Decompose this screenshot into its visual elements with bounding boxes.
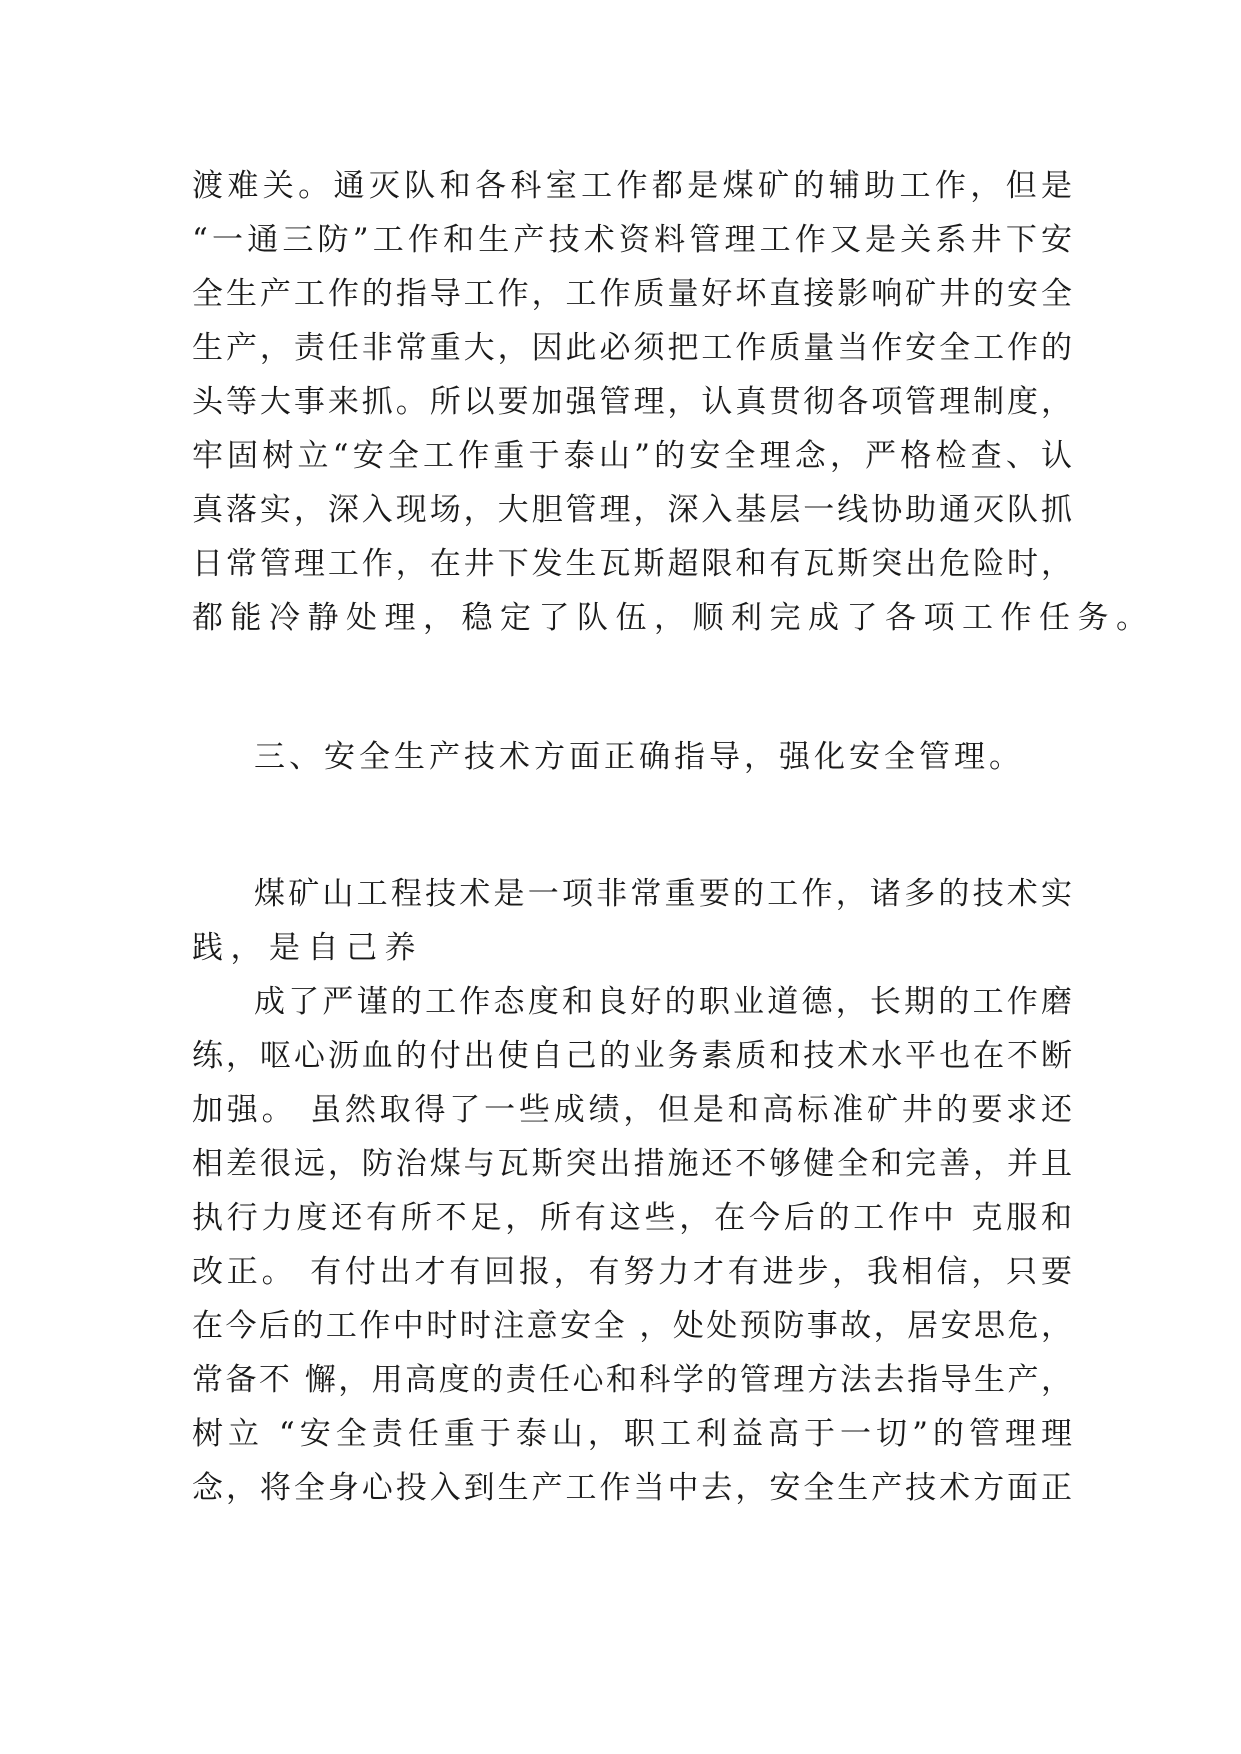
paragraph-1-line-5: 头等大事来抓。所以要加强管理，认真贯彻各项管理制度， [192,384,1072,420]
paragraph-3-line-10: 念，将全身心投入到生产工作当中去，安全生产技术方面正 [192,1470,1072,1506]
paragraph-3-line-7: 在今后的工作中时时注意安全 ，处处预防事故，居安思危， [192,1308,1072,1344]
paragraph-3-line-4: 相差很远，防治煤与瓦斯突出措施还不够健全和完善，并且 [192,1146,1072,1182]
paragraph-2-line-1: 煤矿山工程技术是一项非常重要的工作，诸多的技术实 [254,876,1072,912]
paragraph-3-line-6: 改正。 有付出才有回报，有努力才有进步，我相信，只要 [192,1254,1072,1290]
paragraph-1-line-1: 渡难关。通灭队和各科室工作都是煤矿的辅助工作，但是 [192,168,1072,204]
paragraph-3-line-5: 执行力度还有所不足，所有这些，在今后的工作中 克服和 [192,1200,1072,1236]
paragraph-1-line-4: 生产，责任非常重大，因此必须把工作质量当作安全工作的 [192,330,1072,366]
paragraph-1-line-6: 牢固树立“安全工作重于泰山”的安全理念，严格检查、认 [192,438,1072,474]
paragraph-3-line-3: 加强。 虽然取得了一些成绩，但是和高标准矿井的要求还 [192,1092,1072,1128]
paragraph-1-line-3: 全生产工作的指导工作，工作质量好坏直接影响矿井的安全 [192,276,1072,312]
paragraph-3-line-1: 成了严谨的工作态度和良好的职业道德，长期的工作磨 [254,984,1072,1020]
paragraph-1-line-2: “一通三防”工作和生产技术资料管理工作又是关系井下安 [192,222,1072,258]
paragraph-1-line-9: 都能冷静处理，稳定了队伍，顺利完成了各项工作任务。 [192,600,1155,636]
paragraph-1-line-7: 真落实，深入现场，大胆管理，深入基层一线协助通灭队抓 [192,492,1072,528]
paragraph-3-line-9: 树立 “安全责任重于泰山，职工利益高于一切”的管理理 [192,1416,1072,1452]
paragraph-1-line-8: 日常管理工作，在井下发生瓦斯超限和有瓦斯突出危险时， [192,546,1072,582]
paragraph-3-line-8: 常备不 懈，用高度的责任心和科学的管理方法去指导生产， [192,1362,1072,1398]
paragraph-2-line-2: 践，是自己养 [192,930,423,966]
section-heading: 三、安全生产技术方面正确指导，强化安全管理。 [254,739,1024,775]
paragraph-3-line-2: 练，呕心沥血的付出使自己的业务素质和技术水平也在不断 [192,1038,1072,1074]
